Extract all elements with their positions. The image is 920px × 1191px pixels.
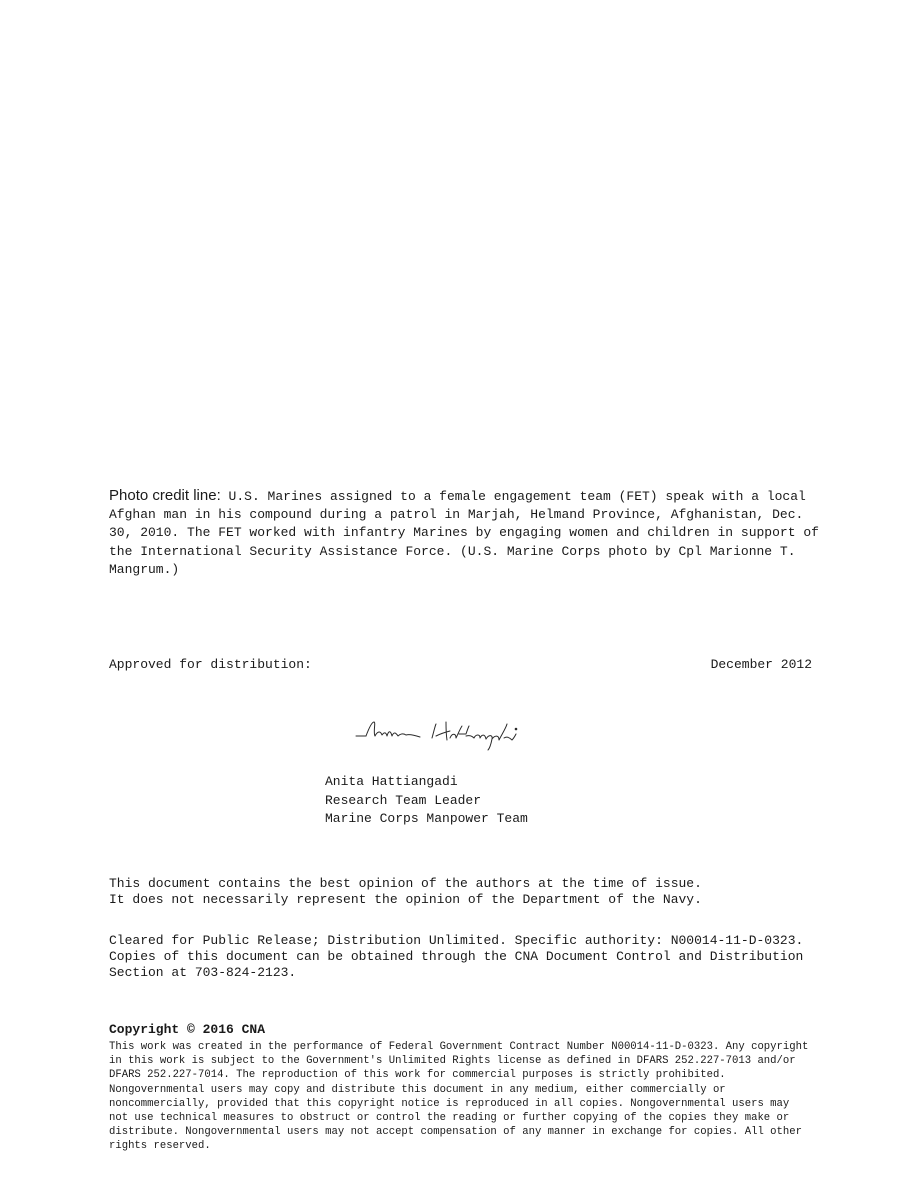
release-line-1: Cleared for Public Release; Distribution Unlimited. Specific authority: N00014-11-D-0323. bbox=[109, 933, 804, 948]
signatory-title: Research Team Leader bbox=[325, 792, 482, 808]
release-statement bbox=[109, 933, 825, 981]
release-line-2: Copies of this document can be obtained through the CNA Document Control and Distribution Section at 703-824-2123. bbox=[109, 949, 804, 980]
copyright-notice: This work was created in the performance of Federal Government Contract Number N00014-11-D-0323. Any copyright in this work is subject to the Government's Unlimited Rights license as defined in DFARS 252.227-7013 and/or DFARS 252.227-7014. The reproduction of this work for commercial purposes is strictly prohibited. Nongovernmental users may copy and distribute this document in any medium, either commercially or noncommercially, provided that this copyright notice is reproduced in all copies. Nongovernmental users may not use technical measures to obstruct or control the reading or further copying of the copies they make or distribute. Nongovernmental users may not accept compensation of any manner in exchange for copies. All other rights reserved. bbox=[109, 1041, 809, 1153]
signatory-block bbox=[325, 773, 528, 829]
photo-credit-lead: Photo credit line: bbox=[109, 487, 221, 504]
copyright-title: Copyright © 2016 CNA bbox=[109, 1022, 266, 1037]
signatory-team: Marine Corps Manpower Team bbox=[325, 811, 528, 826]
signatory-name: Anita Hattiangadi bbox=[325, 774, 458, 789]
photo-credit-text: U.S. Marines assigned to a female engagement team (FET) speak with a local Afghan man in his compound during a patrol in Marjah, Helmand Province, Afghanistan, Dec. 30, 2010. The FET worked with infantry Marines by engaging women and children in support of the International Security Assistance Force. (U.S. Marine Corps photo by Cpl Marionne T. Mangrum.) bbox=[109, 489, 819, 577]
approval-date: December 2012 bbox=[710, 657, 812, 672]
disclaimer-line-1: This document contains the best opinion of the authors at the time of issue. bbox=[109, 876, 702, 891]
photo-credit bbox=[109, 487, 829, 579]
disclaimer bbox=[109, 876, 702, 908]
approval-label: Approved for distribution: bbox=[109, 657, 312, 672]
disclaimer-line-2: It does not necessarily represent the opinion of the Department of the Navy. bbox=[109, 892, 702, 907]
handwritten-signature bbox=[354, 714, 540, 754]
